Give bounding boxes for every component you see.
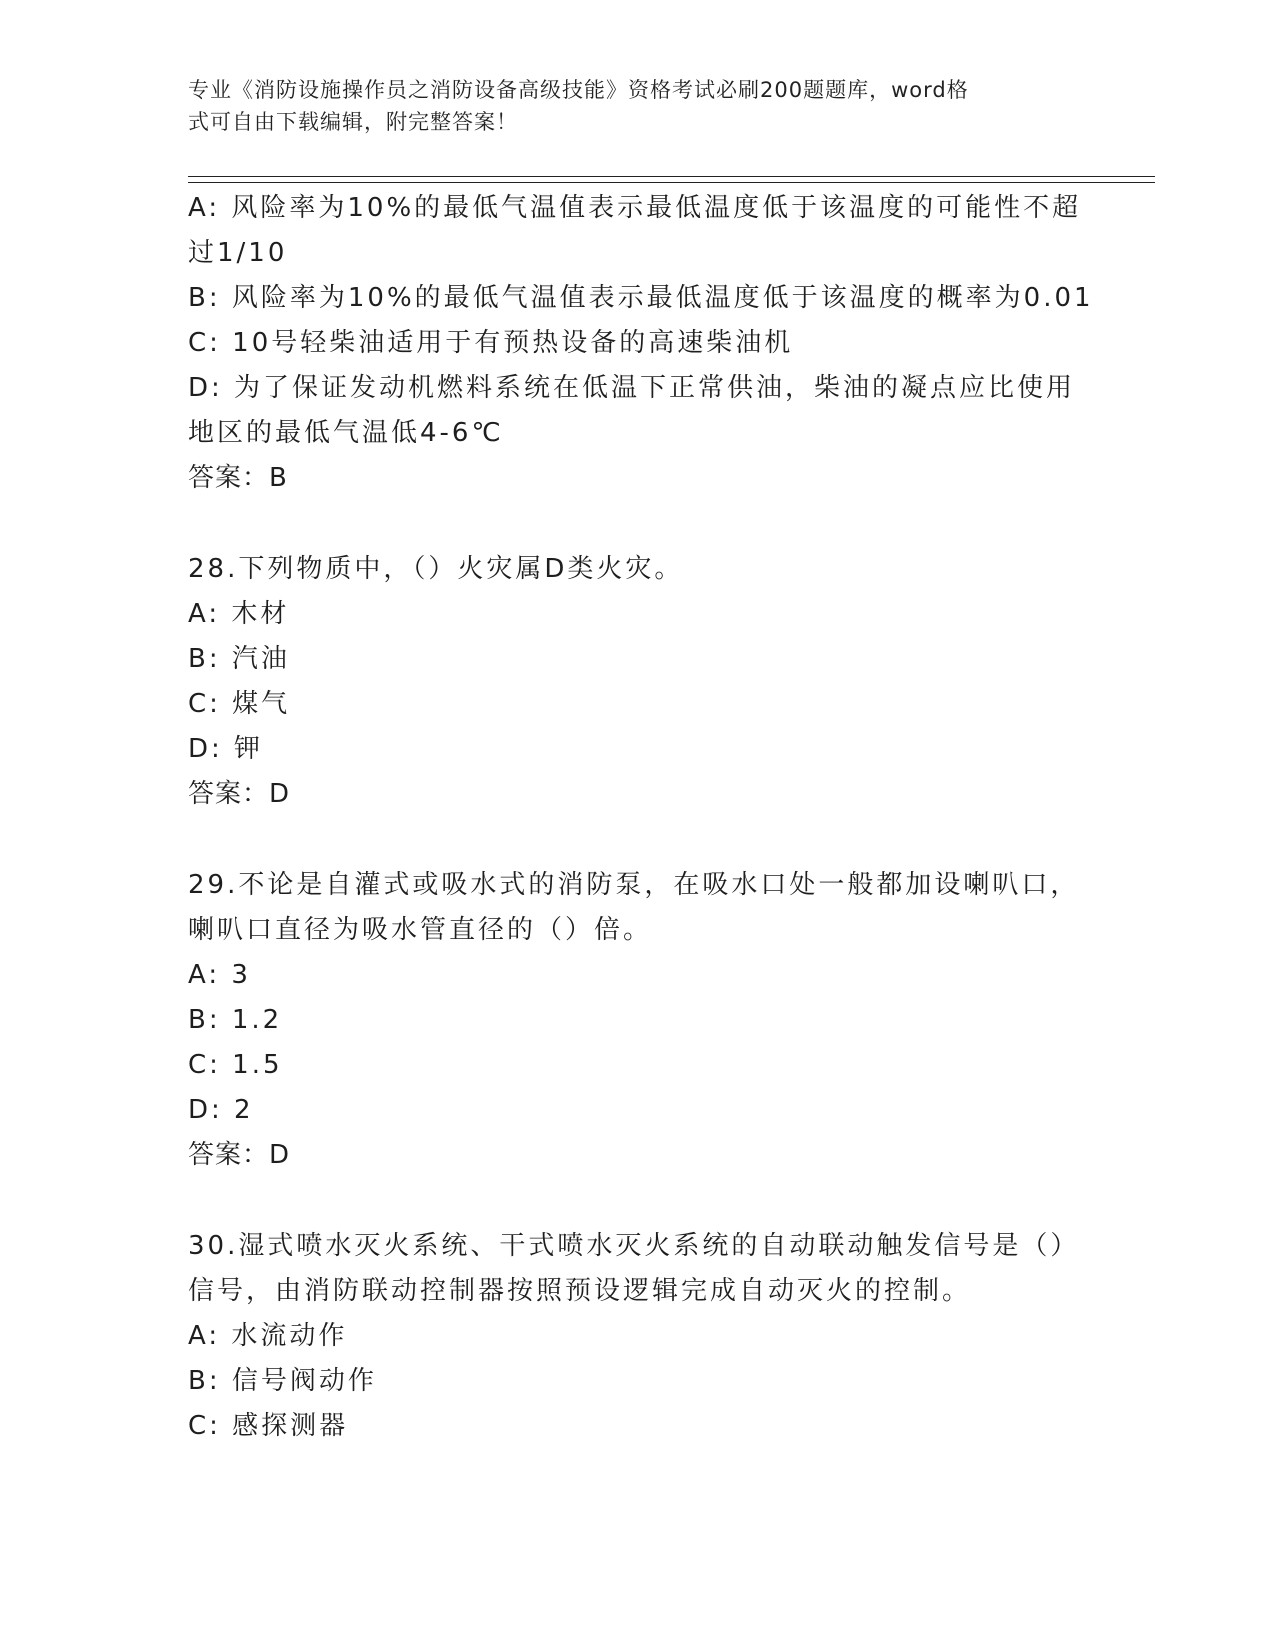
previous-question-block xyxy=(188,186,1094,501)
option-d: D: 钾 xyxy=(188,734,264,764)
option-a: A: 风险率为10%的最低气温值表示最低温度低于该温度的可能性不超 xyxy=(188,193,1082,223)
option-c: C: 煤气 xyxy=(188,689,291,719)
question-stem: 30.湿式喷水灭火系统、干式喷水灭火系统的自动联动触发信号是（） xyxy=(188,1231,1080,1261)
option-b: B: 风险率为10%的最低气温值表示最低温度低于该温度的概率为0.01 xyxy=(188,283,1094,313)
option-d-continued: 地区的最低气温低4-6℃ xyxy=(188,418,504,448)
header-divider-top xyxy=(188,176,1155,177)
spacer xyxy=(188,817,1088,863)
answer-label: 答案：D xyxy=(188,1140,291,1170)
option-a: A: 3 xyxy=(188,960,251,990)
option-d: D: 2 xyxy=(188,1095,254,1125)
option-c: C: 10号轻柴油适用于有预热设备的高速柴油机 xyxy=(188,328,794,358)
question-stem: 28.下列物质中，（）火灾属D类火灾。 xyxy=(188,554,684,584)
option-c: C: 1.5 xyxy=(188,1050,283,1080)
header-divider-bottom xyxy=(188,182,1155,183)
question-stem-continued: 喇叭口直径为吸水管直径的（）倍。 xyxy=(188,915,653,945)
question-30 xyxy=(188,1224,1088,1449)
header-line-2: 式可自由下载编辑，附完整答案！ xyxy=(188,110,518,134)
header-line-1: 专业《消防设施操作员之消防设备高级技能》资格考试必刷200题题库，word格 xyxy=(188,78,969,102)
question-stem: 29.不论是自灌式或吸水式的消防泵，在吸水口处一般都加设喇叭口， xyxy=(188,870,1080,900)
option-b: B: 1.2 xyxy=(188,1005,283,1035)
document-header xyxy=(188,74,1068,138)
answer-label: 答案：B xyxy=(188,463,288,493)
option-c: C: 感探测器 xyxy=(188,1411,349,1441)
question-28 xyxy=(188,547,1088,817)
question-content xyxy=(188,186,1094,1449)
question-stem-continued: 信号，由消防联动控制器按照预设逻辑完成自动灭火的控制。 xyxy=(188,1276,972,1306)
question-29 xyxy=(188,863,1088,1178)
option-b: B: 信号阀动作 xyxy=(188,1366,377,1396)
option-a: A: 木材 xyxy=(188,599,290,629)
spacer xyxy=(188,501,1088,547)
spacer xyxy=(188,1178,1088,1224)
option-a: A: 水流动作 xyxy=(188,1321,348,1351)
option-b: B: 汽油 xyxy=(188,644,290,674)
answer-label: 答案：D xyxy=(188,779,291,809)
option-d: D: 为了保证发动机燃料系统在低温下正常供油，柴油的凝点应比使用 xyxy=(188,373,1076,403)
option-a-continued: 过1/10 xyxy=(188,238,288,268)
